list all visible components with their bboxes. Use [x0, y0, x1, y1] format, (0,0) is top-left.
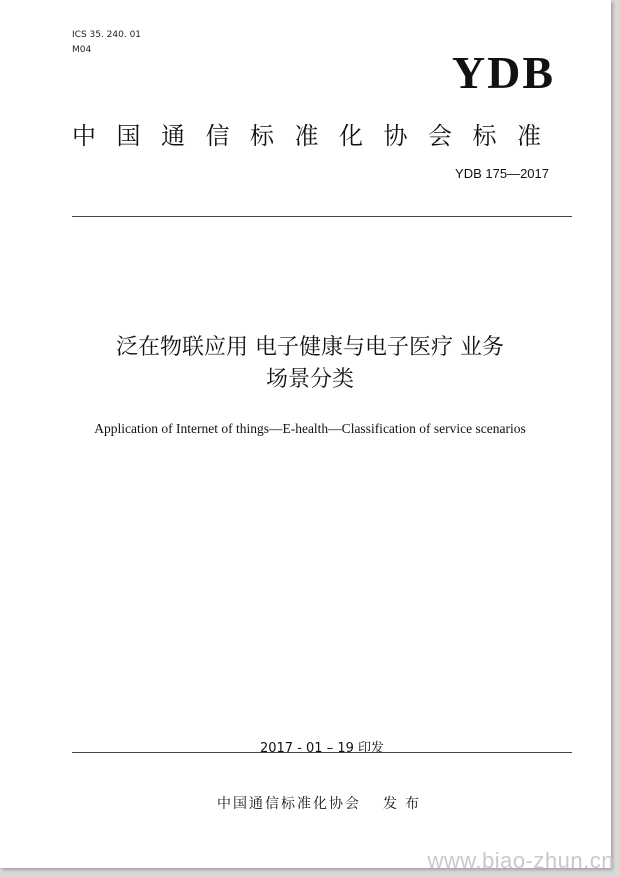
ccs-code: M04	[72, 45, 92, 55]
publisher-name: 中国通信标准化协会	[217, 796, 361, 812]
bottom-divider	[72, 752, 572, 753]
standard-number: YDB 175—2017	[455, 166, 549, 181]
chinese-title-line-1: 泛在物联应用 电子健康与电子医疗 业务	[116, 335, 504, 360]
english-title: Application of Internet of things—E-health—Classification of service scenarios	[94, 421, 526, 436]
organization-heading: 中国通信标准化协会标准	[72, 122, 562, 150]
top-divider	[72, 216, 572, 217]
ydb-logo: YDB	[451, 47, 555, 98]
issue-label: 发布	[383, 796, 427, 812]
ics-code: ICS 35. 240. 01	[72, 30, 142, 40]
issue-date: 2017 - 01 – 19 印发	[259, 741, 385, 756]
chinese-title-line-2: 场景分类	[265, 367, 354, 392]
site-watermark: www.biao-zhun.cn	[427, 848, 614, 873]
publisher-line	[72, 793, 572, 813]
